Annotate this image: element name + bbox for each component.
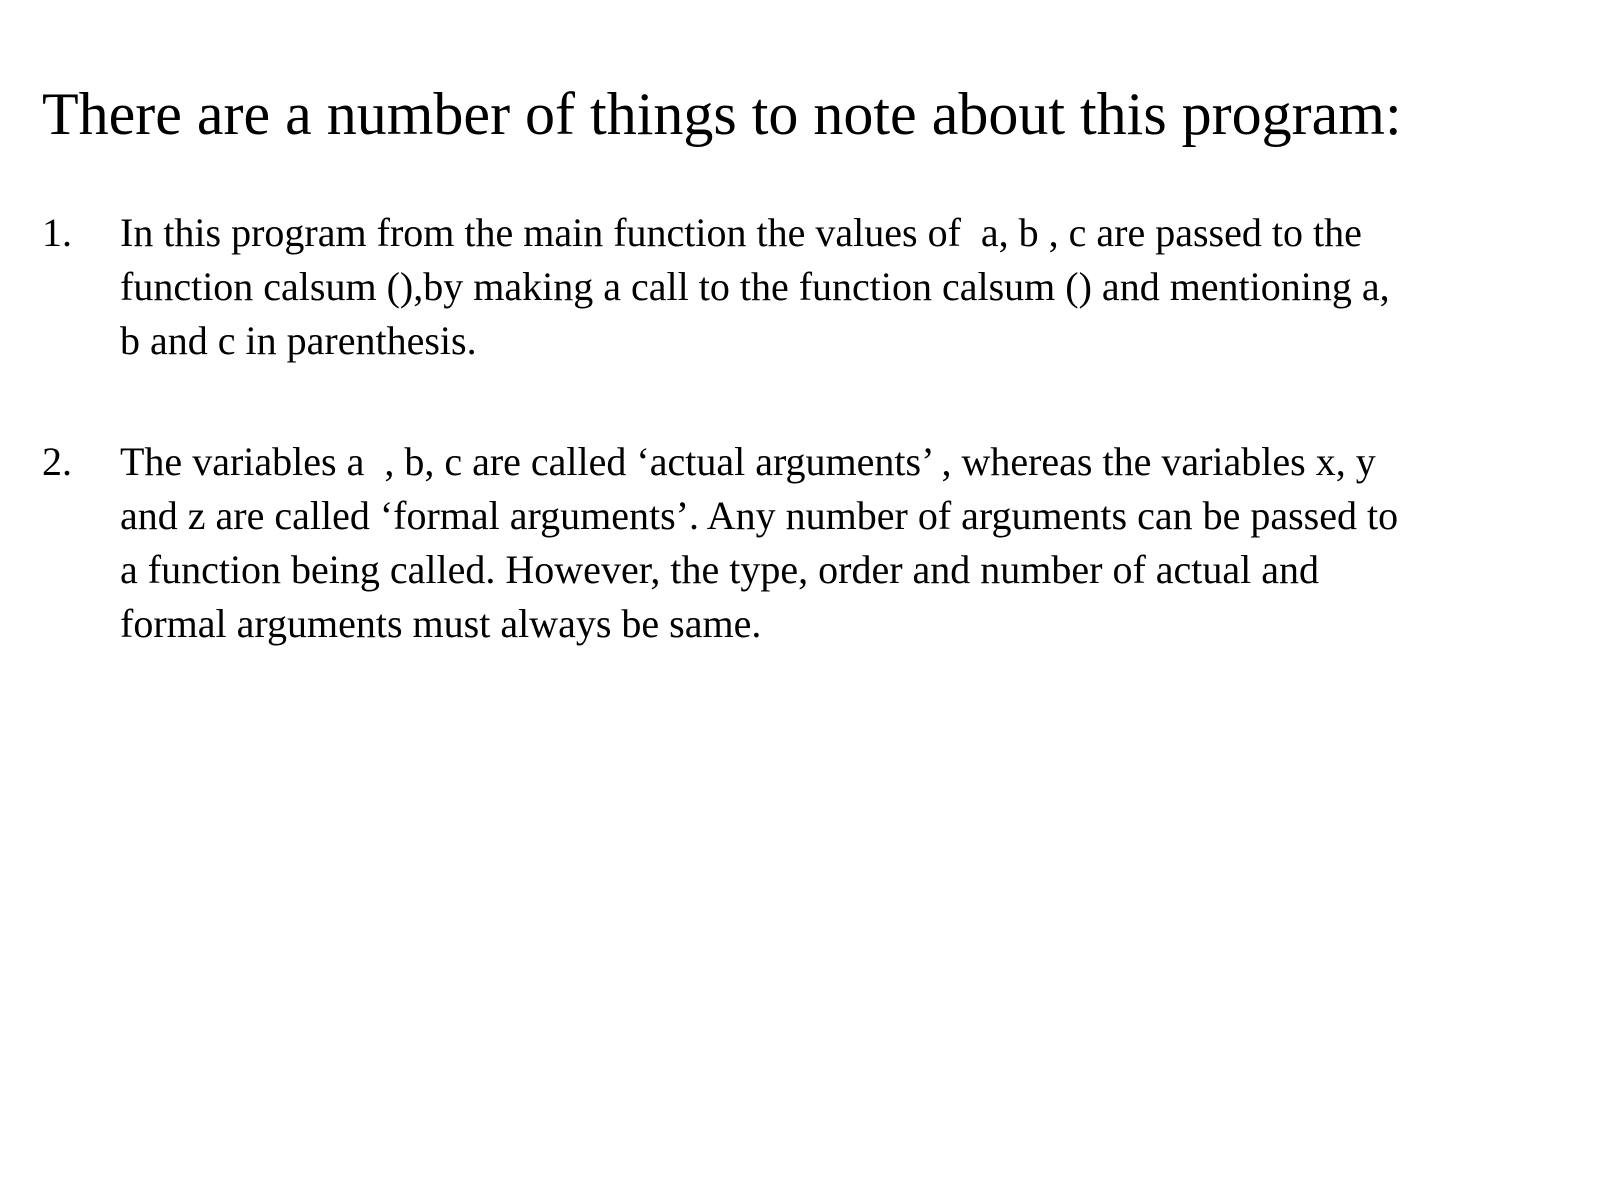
note-line: The variables a , b, c are called ‘actual arguments’ , whereas the variables x, y [120,439,1376,484]
note-line: In this program from the main function the values of a, b , c are passed to the [120,210,1362,255]
note-line: and z are called ‘formal arguments’. Any number of arguments can be passed to [120,493,1399,538]
note-item [42,206,1572,368]
note-text [120,206,1572,368]
note-text [120,435,1572,651]
note-line: formal arguments must always be same. [120,601,762,646]
note-number: 2. [42,439,72,484]
note-line: a function being called. However, the type, order and number of actual and [120,547,1320,592]
note-line: function calsum (),by making a call to the function calsum () and mentioning a, [120,264,1390,309]
slide-title: There are a number of things to note about this program: [42,81,1402,147]
note-item [42,435,1572,651]
note-list [42,206,1572,651]
note-line: b and c in parenthesis. [120,318,477,363]
note-number: 1. [42,210,72,255]
